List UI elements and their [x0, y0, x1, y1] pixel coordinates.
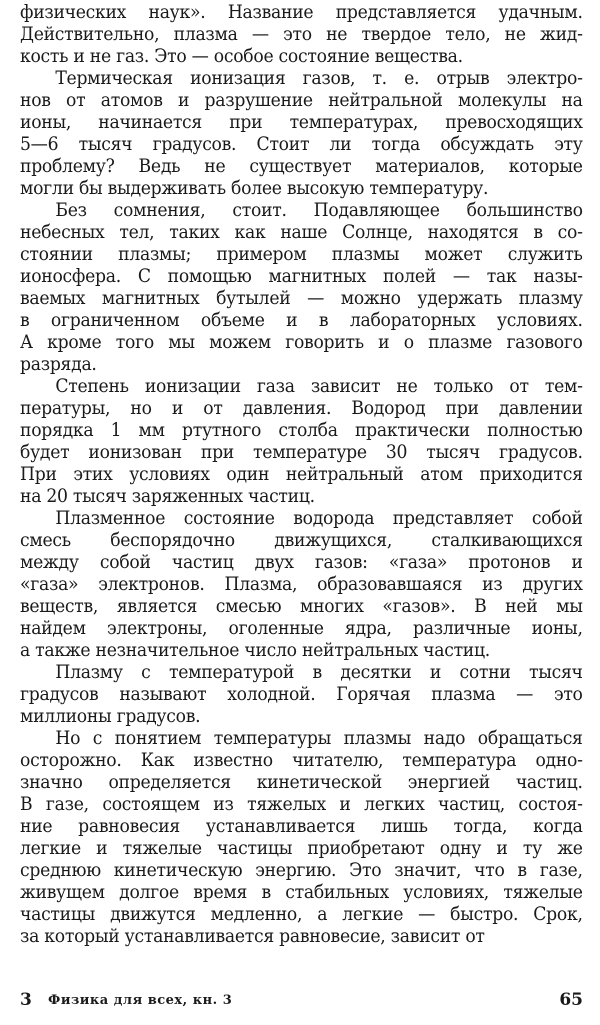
- text-line: ние равновесия устанавливается лишь тогда, когда: [20, 816, 583, 837]
- text-line: Плазму с температурой в десятки и сотни тысяч: [55, 662, 583, 683]
- text-line: легкие и тяжелые частицы приобретают одну и ту же: [20, 838, 583, 859]
- text-line: Плазменное состояние водорода представляет собой: [55, 508, 583, 529]
- text-line: кость и не газ. Это — особое состояние вещества.: [20, 46, 463, 67]
- text-line: Но с понятием температуры плазмы надо обращаться: [55, 728, 583, 749]
- text-line: пературы, но и от давления. Водород при давлении: [20, 398, 583, 419]
- book-title: Физика для всех, кн. 3: [48, 993, 233, 1008]
- text-line: Термическая ионизация газов, т. е. отрыв электро-: [55, 68, 583, 89]
- text-line: стоянии плазмы; примером плазмы может служить: [20, 244, 583, 265]
- paragraph: [20, 376, 583, 508]
- text-line: частицы движутся медленно, а легкие — быстро. Срок,: [20, 904, 583, 925]
- text-line: При этих условиях один нейтральный атом приходится: [20, 464, 583, 485]
- text-line: ионы, начинается при температурах, превосходящих: [20, 112, 583, 133]
- text-line: Степень ионизации газа зависит не только от тем-: [55, 376, 583, 397]
- text-line: разряда.: [20, 354, 97, 375]
- text-line: среднюю кинетическую энергию. Это значит, что в газе,: [20, 860, 583, 881]
- text-line: веществ, является смесью многих «газов». В ней мы: [20, 596, 583, 617]
- paragraph: [20, 728, 583, 948]
- text-line: А кроме того мы можем говорить и о плазме газового: [20, 332, 583, 353]
- text-line: между собой частиц двух газов: «газа» протонов и: [20, 552, 583, 573]
- text-line: ваемых магнитных бутылей — можно удержать плазму: [20, 288, 583, 309]
- text-line: 5—6 тысяч градусов. Стоит ли тогда обсуждать эту: [20, 134, 583, 155]
- text-line: в ограниченном объеме и в лабораторных условиях.: [20, 310, 583, 331]
- paragraph: [20, 662, 583, 728]
- paragraph: [20, 508, 583, 662]
- text-line: проблему? Ведь не существует материалов, которые: [20, 156, 583, 177]
- paragraph: [20, 2, 583, 68]
- text-line: могли бы выдерживать более высокую температуру.: [20, 178, 489, 199]
- text-line: смесь беспорядочно движущихся, сталкивающихся: [20, 530, 583, 551]
- text-line: а также незначительное число нейтральных частиц.: [20, 640, 490, 661]
- text-line: значно определяется кинетической энергией частиц.: [20, 772, 583, 793]
- text-line: осторожно. Как известно читателю, температура одно-: [20, 750, 583, 771]
- text-line: на 20 тысяч заряженных частиц.: [20, 486, 315, 507]
- paragraph: [20, 68, 583, 200]
- text-line: «газа» электронов. Плазма, образовавшаяся из других: [20, 574, 583, 595]
- text-line: миллионы градусов.: [20, 706, 201, 727]
- text-line: найдем электроны, оголенные ядра, различные ионы,: [20, 618, 583, 639]
- text-line: живущем долгое время в стабильных условиях, тяжелые: [20, 882, 583, 903]
- page-footer: [20, 990, 583, 1014]
- page-number: 65: [559, 990, 583, 1010]
- text-line: Без сомнения, стоит. Подавляющее большинство: [55, 200, 583, 221]
- text-line: за который устанавливается равновесие, зависит от: [20, 926, 485, 947]
- text-line: градусов называют холодной. Горячая плазма — это: [20, 684, 583, 705]
- text-line: будет ионизован при температуре 30 тысяч градусов.: [20, 442, 583, 463]
- paragraph: [20, 200, 583, 376]
- text-line: нов от атомов и разрушение нейтральной молекулы на: [20, 90, 583, 111]
- page-body: [20, 2, 583, 948]
- text-line: Действительно, плазма — это не твердое тело, не жид-: [20, 24, 583, 45]
- text-line: порядка 1 мм ртутного столба практически полностью: [20, 420, 583, 441]
- text-line: ионосфера. С помощью магнитных полей — так назы-: [20, 266, 583, 287]
- text-line: физических наук». Название представляется удачным.: [20, 2, 583, 23]
- signature-mark: 3: [20, 990, 32, 1010]
- text-line: В газе, состоящем из тяжелых и легких частиц, состоя-: [20, 794, 583, 815]
- text-line: небесных тел, таких как наше Солнце, находятся в со-: [20, 222, 583, 243]
